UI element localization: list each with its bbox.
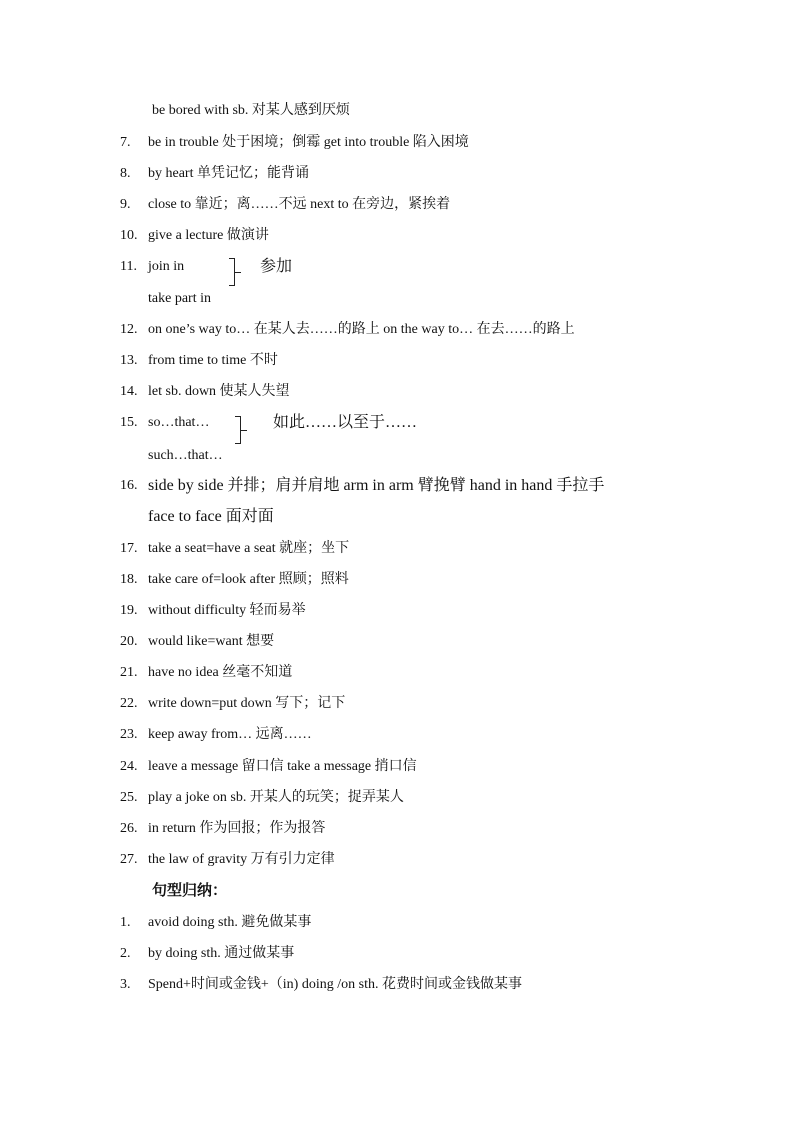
item-text: face to face 面对面 [148,508,274,525]
item-text: keep away from… 远离…… [148,727,312,742]
brace-label: 参加 [260,258,293,275]
item-text: Spend+时间或金钱+（in) doing /on sth. 花费时间或金钱做某事 [148,977,522,992]
item-number: 2. [120,946,131,961]
item-text: by doing sth. 通过做某事 [148,946,295,961]
item-number: 15. [120,415,138,430]
item-number: 20. [120,634,138,649]
item-text: the law of gravity 万有引力定律 [148,852,335,867]
item-number: 23. [120,727,138,742]
item-text: take part in [148,291,211,306]
item-text: from time to time 不时 [148,353,278,368]
heading-text: 句型归纳： [152,883,228,899]
item-text: join in [148,259,185,274]
item-number: 14. [120,384,138,399]
item-number: 11. [120,259,137,274]
item-text: have no idea 丝毫不知道 [148,665,293,680]
item-text: on one’s way to… 在某人去……的路上 on the way to… 在去……的路上 [148,322,575,337]
item-text: write down=put down 写下；记下 [148,696,346,711]
item-text: be bored with sb. 对某人感到厌烦 [152,103,350,118]
item-number: 1. [120,915,131,930]
item-number: 18. [120,572,138,587]
item-number: 25. [120,790,138,805]
item-text: take a seat=have a seat 就座；坐下 [148,541,350,556]
brace-label: 如此……以至于…… [273,414,418,431]
item-number: 13. [120,353,138,368]
item-number: 24. [120,759,138,774]
item-number: 10. [120,228,138,243]
item-text: without difficulty 轻而易举 [148,603,306,618]
item-text: play a joke on sb. 开某人的玩笑；捉弄某人 [148,790,404,805]
brace-bracket [226,258,235,286]
item-text: leave a message 留口信 take a message 捎口信 [148,759,417,774]
item-text: in return 作为回报；作为报答 [148,821,326,836]
item-number: 8. [120,166,131,181]
item-text: so…that… [148,415,210,430]
item-text: take care of=look after 照顾；照料 [148,572,349,587]
item-text: let sb. down 使某人失望 [148,384,290,399]
item-text: side by side 并排；肩并肩地 arm in arm 臂挽臂 hand in hand 手拉手 [148,477,605,494]
item-number: 19. [120,603,138,618]
item-text: close to 靠近；离……不远 next to 在旁边，紧挨着 [148,197,451,212]
brace-tick [241,430,247,431]
item-number: 27. [120,852,138,867]
item-text: by heart 单凭记忆；能背诵 [148,166,309,181]
item-text: give a lecture 做演讲 [148,228,269,243]
item-text: would like=want 想要 [148,634,275,649]
item-number: 17. [120,541,138,556]
brace-bracket [232,416,241,444]
item-number: 16. [120,478,138,493]
item-number: 7. [120,135,131,150]
item-text: avoid doing sth. 避免做某事 [148,915,312,930]
item-text: such…that… [148,448,223,463]
item-number: 12. [120,322,138,337]
item-number: 21. [120,665,138,680]
item-number: 3. [120,977,131,992]
item-text: be in trouble 处于困境；倒霉 get into trouble 陷入困境 [148,135,469,150]
item-number: 22. [120,696,138,711]
item-number: 26. [120,821,138,836]
brace-tick [235,272,241,273]
item-number: 9. [120,197,131,212]
